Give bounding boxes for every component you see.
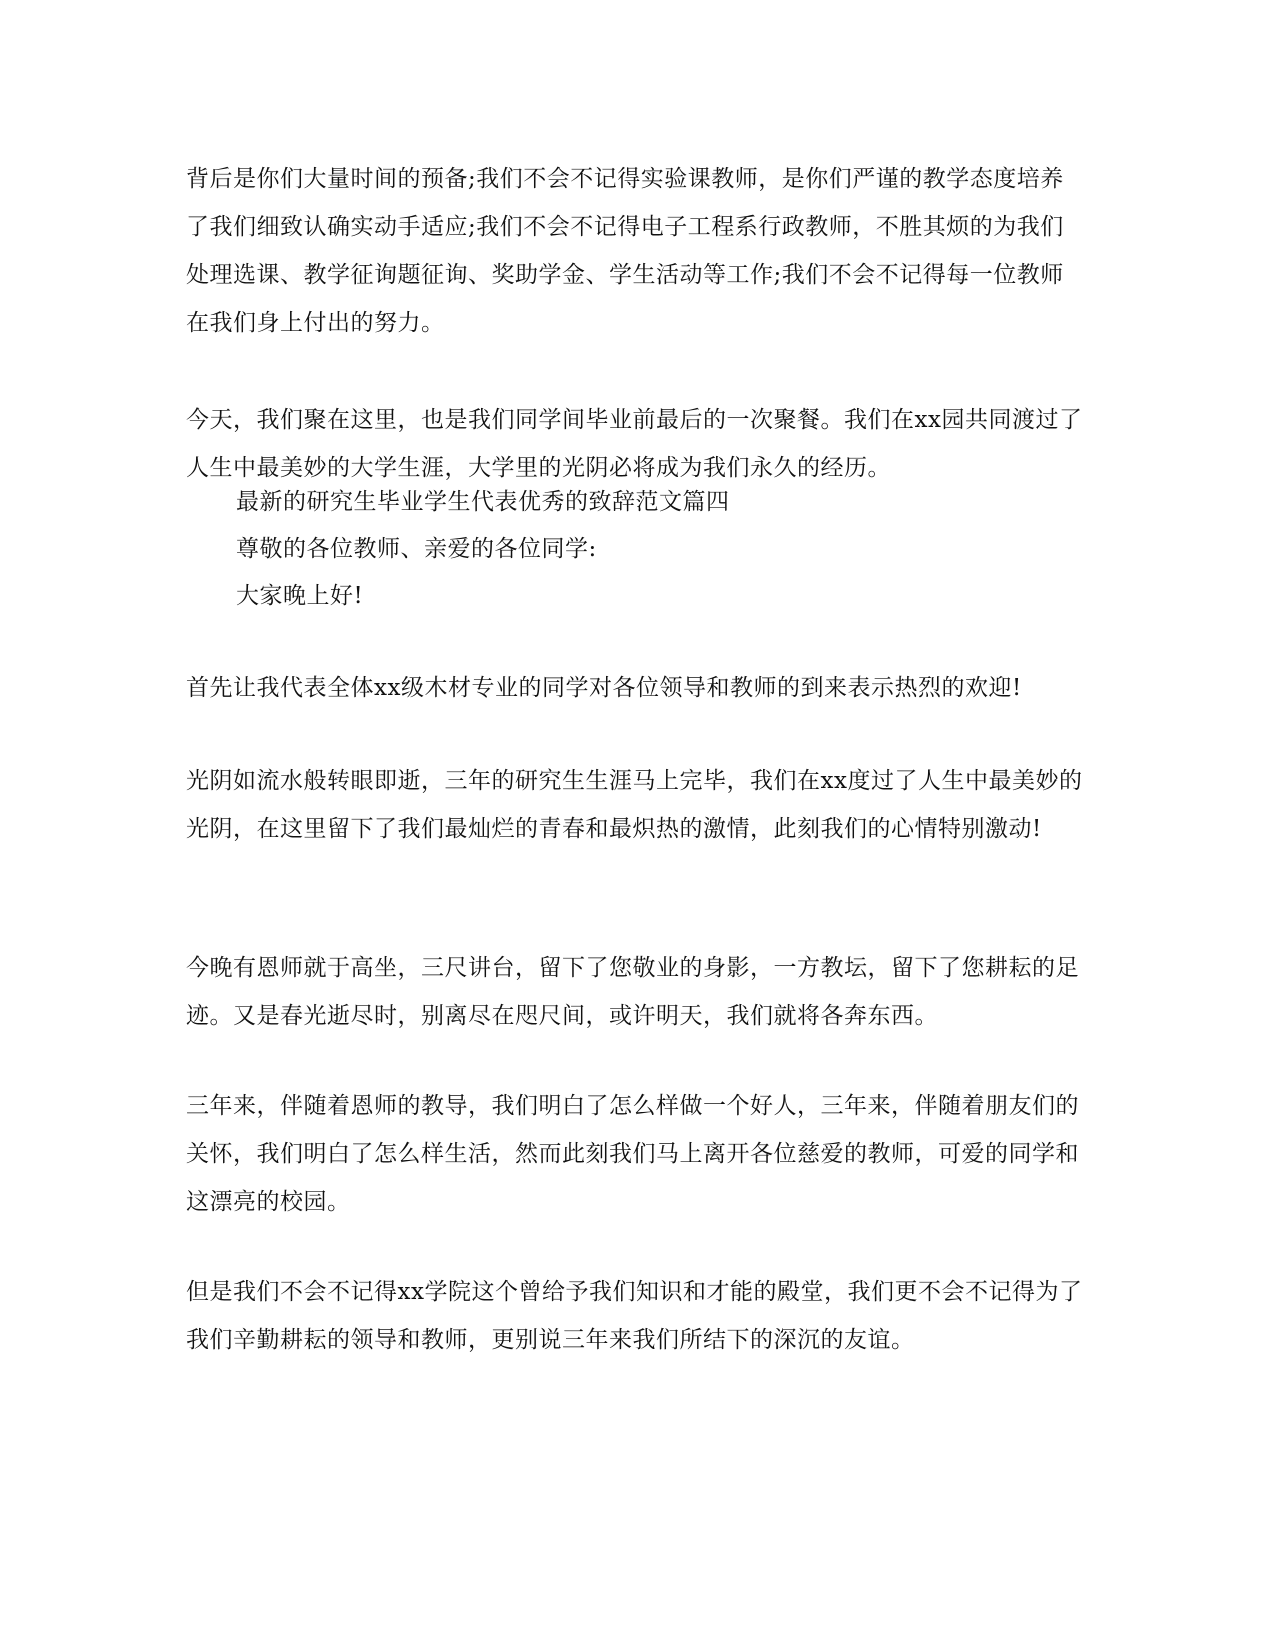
- paragraph-welcome: 首先让我代表全体xx级木材专业的同学对各位领导和教师的到来表示热烈的欢迎!: [186, 675, 1022, 701]
- paragraph-time-flies: 光阴如流水般转眼即逝，三年的研究生生涯马上完毕，我们在xx度过了人生中最美妙的光阴，在这里留下了我们最灿烂的青春和最炽热的激情，此刻我们的心情特别激动!: [186, 768, 1083, 842]
- paragraph-gathering: 今天，我们聚在这里，也是我们同学间毕业前最后的一次聚餐。我们在xx园共同渡过了人生中最美妙的大学生涯，大学里的光阴必将成为我们永久的经历。: [186, 407, 1083, 481]
- paragraph-mentors: 今晚有恩师就于高坐，三尺讲台，留下了您敬业的身影，一方教坛，留下了您耕耘的足迹。又是春光逝尽时，别离尽在咫尺间，或许明天，我们就将各奔东西。: [186, 955, 1079, 1029]
- paragraph-teachers-thanks: 背后是你们大量时间的预备;我们不会不记得实验课教师，是你们严谨的教学态度培养了我们细致认确实动手适应;我们不会不记得电子工程系行政教师，不胜其烦的为我们处理选课、教学征询题征询、奖助学金、学生活动等工作;我们不会不记得每一位教师在我们身上付出的努力。: [186, 166, 1064, 336]
- greeting: 大家晚上好!: [236, 583, 364, 609]
- salutation: 尊敬的各位教师、亲爱的各位同学:: [236, 536, 597, 562]
- paragraph-remember: 但是我们不会不记得xx学院这个曾给予我们知识和才能的殿堂，我们更不会不记得为了我们辛勤耕耘的领导和教师，更别说三年来我们所结下的深沉的友谊。: [186, 1279, 1083, 1353]
- section-heading: 最新的研究生毕业学生代表优秀的致辞范文篇四: [236, 489, 730, 515]
- paragraph-three-years: 三年来，伴随着恩师的教导，我们明白了怎么样做一个好人，三年来，伴随着朋友们的关怀，我们明白了怎么样生活，然而此刻我们马上离开各位慈爱的教师，可爱的同学和这漂亮的校园。: [186, 1093, 1079, 1215]
